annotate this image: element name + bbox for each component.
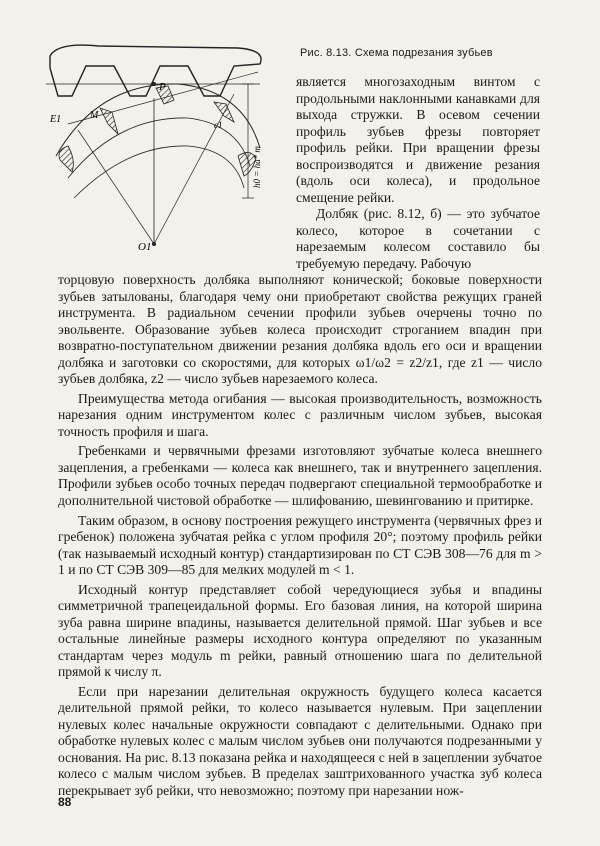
undercut-zone-right xyxy=(214,102,234,122)
paragraph: торцовую поверхность долбяка выполняют конической; боковые поверхности зубьев затылованы, благодаря чему они приобретают свойства режущих граней инструмента. В радиальном сечении профили зубьев очерчены точно по эвольвенте. Образование зубьев колеса происходит строганием впадин при возвратно-поступательном движении резания долбяка вдоль его оси и вращении долбяка и заготовки со скоростями, для которых ω1/ω2 = z2/z1, где z1 — число зубьев долбяка, z2 — число зубьев нарезаемого колеса. xyxy=(58,272,542,386)
undercut-zone-left xyxy=(100,108,118,134)
page-number: 88 xyxy=(58,795,72,809)
gear-rack-diagram xyxy=(38,38,270,264)
paragraph: Гребенками и червячными фрезами изготовляют зубчатые колеса внешнего зацепления, а гребенками — колеса как внешнего, так и внутреннего зацепления. Профили зубьев особо точных передач подвергают специальной термообработке и дополнительной чистовой обработке — шлифованию, шевингованию и притирке. xyxy=(58,443,542,508)
paragraph: Исходный контур представляет собой чередующиеся зубья и впадины симметричной трапецеидальной формы. Его базовая линия, на которой ширина зуба равна ширине впадины, называется делительной прямой. Шаг зубьев и все остальные линейные размеры исходного контура определяют по указанным стандартам через модуль m рейки, равный отношению шага по делительной прямой к числу π. xyxy=(58,581,542,680)
figure-caption: Рис. 8.13. Схема подрезания зубьев xyxy=(300,47,493,59)
label-c1: c1 xyxy=(214,120,223,130)
paragraph: Если при нарезании делительная окружность будущего колеса касается делительной прямой рейки, то колесо называется нулевым. При зацеплении нулевых колес начальные окружности совпадают с делительными. Однако при обработке нулевых колес с малым числом зубьев они получаются подрезанными у основания. На рис. 8.13 показана рейка и находящееся с ней в зацеплении зубчатое колесо с малым числом зубьев. В пределах заштрихованного участка зуб колеса перекрывает зуб рейки, что невозможно; поэтому при нарезании нож- xyxy=(58,683,542,798)
pole-point xyxy=(152,82,156,86)
label-dimension: h0 = ha* m xyxy=(252,146,262,188)
gear-root-circle xyxy=(74,146,244,198)
center-point xyxy=(152,242,156,246)
paragraph: Таким образом, в основу построения режущего инструмента (червячных фрез и гребенок) положена зубчатая рейка с углом профиля 20°; поэтому профиль рейки (так называемый исходный контур) стандартизирован по СТ СЭВ 308—76 для m > 1 и по СТ СЭВ 309—85 для мелких модулей m < 1. xyxy=(58,512,542,578)
label-o1: O1 xyxy=(138,241,152,253)
gear-tooth-left xyxy=(59,146,73,172)
label-e1: E1 xyxy=(50,114,62,125)
paragraph: Долбяк (рис. 8.12, б) — это зубчатое колесо, которое в сочетании с нарезаемым колесом составило бы требуемую передачу. Рабочую xyxy=(296,206,540,271)
side-column-text xyxy=(296,74,540,272)
label-pole: P xyxy=(159,81,166,93)
gear-undercut-figure xyxy=(38,38,270,264)
rack-outline xyxy=(50,45,261,96)
label-m: M xyxy=(90,110,99,121)
paragraph: является многозаходным винтом с продольными наклонными канавками для выхода стружки. В осевом сечении профиль зубьев фрезы повторяет профиль рейки. При вращении фрезы воспроизводятся и движение резания (вдоль оси колеса), и продольное смещение рейки. xyxy=(296,74,540,205)
radius-right xyxy=(154,94,234,244)
body-text xyxy=(58,272,542,803)
radius-left xyxy=(78,130,154,244)
paragraph: Преимущества метода огибания — высокая производительность, возможность нарезания одним инструментом колес с различным числом зубьев, высокая точность профиля и шага. xyxy=(58,390,542,439)
